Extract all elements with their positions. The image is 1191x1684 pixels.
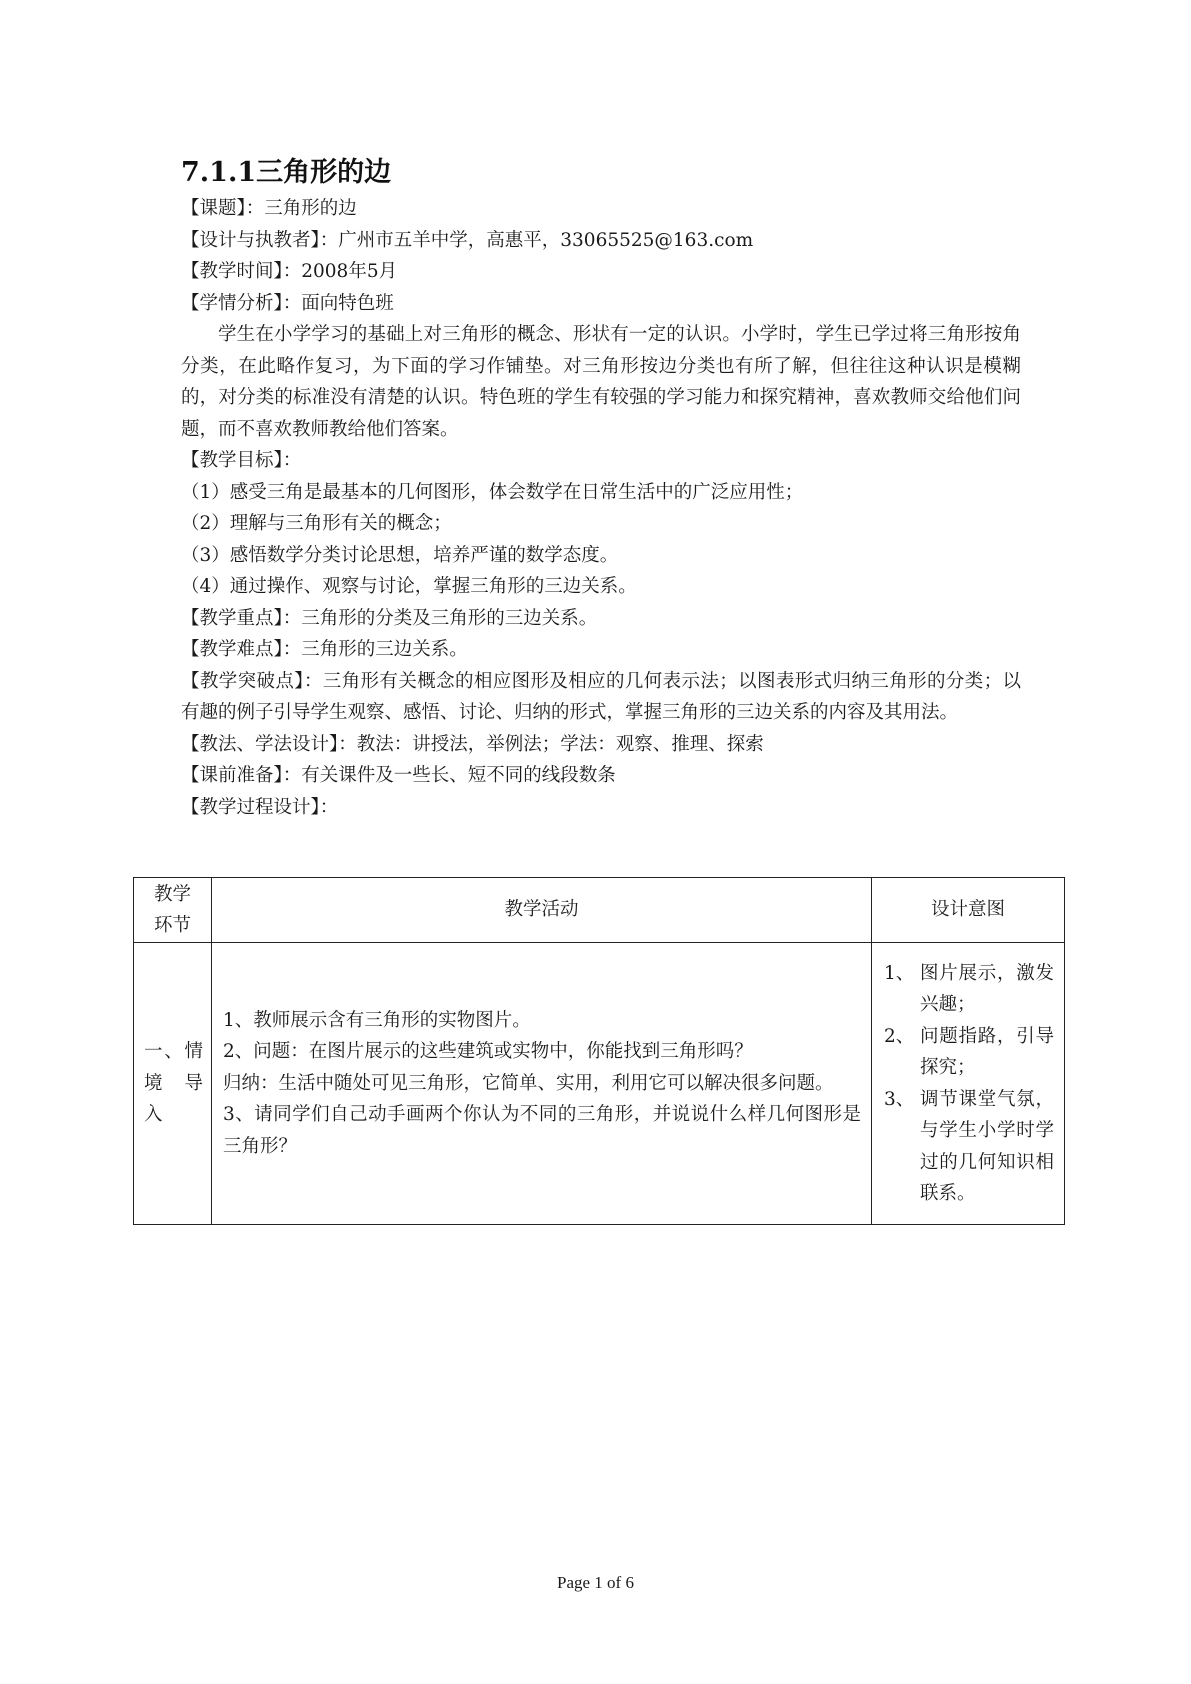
- process-heading: 【教学过程设计】：: [181, 796, 339, 818]
- topic-line: 【课题】：三角形的边: [181, 198, 357, 219]
- intent-item: [884, 1021, 1054, 1084]
- goal-item: （2）理解与三角形有关的概念；: [181, 513, 452, 534]
- header-stage: [134, 878, 212, 943]
- activity-line: 2、问题：在图片展示的这些建筑或实物中，你能找到三角形吗？: [223, 1041, 753, 1063]
- activity-line: 归纳：生活中随处可见三角形，它简单、实用，利用它可以解决很多问题。: [223, 1072, 834, 1094]
- activity-cell: [212, 943, 872, 1225]
- header-stage-line: 环节: [153, 915, 191, 936]
- goal-item: （1）感受三角是最基本的几何图形，体会数学在日常生活中的广泛应用性；: [181, 481, 804, 503]
- intent-number: 2、: [884, 1025, 915, 1047]
- methods-line: 【教法、学法设计】：教法：讲授法，举例法；学法：观察、推理、探索: [181, 733, 764, 755]
- analysis-line: 【学情分析】：面向特色班: [181, 292, 394, 314]
- activity-line: 1、教师展示含有三角形的实物图片。: [223, 1009, 531, 1031]
- lesson-process-table: [133, 877, 1065, 1225]
- header-stage-line: 教学: [153, 883, 191, 905]
- table-header-row: [134, 878, 1065, 943]
- author-line: 【设计与执教者】：广州市五羊中学，高惠平，33065525@163.com: [181, 229, 754, 251]
- intent-number: 3、: [884, 1088, 915, 1110]
- intent-cell: [872, 943, 1065, 1225]
- difficulty-line: 【教学难点】：三角形的三边关系。: [181, 639, 468, 660]
- stage-line: 一、情: [144, 1041, 203, 1063]
- intent-item: [884, 958, 1054, 1021]
- document-body: [181, 154, 1021, 823]
- preparation-line: 【课前准备】：有关课件及一些长、短不同的线段数条: [181, 765, 616, 786]
- stage-cell: [134, 943, 212, 1225]
- goal-item: （4）通过操作、观察与讨论，掌握三角形的三边关系。: [181, 576, 637, 597]
- goals-heading: 【教学目标】：: [181, 450, 302, 471]
- key-point-line: 【教学重点】：三角形的分类及三角形的三边关系。: [181, 607, 598, 629]
- breakthrough-paragraph: 【教学突破点】：三角形有关概念的相应图形及相应的几何表示法；以图表形式归纳三角形的分类；以有趣的例子引导学生观察、感悟、讨论、归纳的形式，掌握三角形的三边关系的内容及其用法。: [181, 670, 1021, 723]
- stage-line: 入: [144, 1104, 163, 1126]
- activity-line: 3、请同学们自己动手画两个你认为不同的三角形，并说说什么样几何图形是三角形？: [223, 1104, 861, 1157]
- analysis-paragraph: 学生在小学学习的基础上对三角形的概念、形状有一定的认识。小学时，学生已学过将三角形按角分类，在此略作复习，为下面的学习作铺垫。对三角形按边分类也有所了解，但往往这种认识是模糊的，对分类的标准没有清楚的认识。特色班的学生有较强的学习能力和探究精神，喜欢教师交给他们问题，而不喜欢教师教给他们答案。: [181, 324, 1021, 440]
- stage-line: 境导: [144, 1072, 203, 1094]
- table-row: [134, 943, 1065, 1225]
- intent-text: 问题指路，引导探究；: [920, 1025, 1054, 1078]
- intent-text: 图片展示，激发兴趣；: [920, 962, 1054, 1015]
- header-intent: 设计意图: [872, 878, 1065, 943]
- page-footer: Page 1 of 6: [557, 1573, 634, 1592]
- intent-item: [884, 1084, 1054, 1210]
- time-line: 【教学时间】：2008年5月: [181, 261, 398, 282]
- intent-number: 1、: [884, 962, 915, 984]
- intent-text: 调节课堂气氛，与学生小学时学过的几何知识相联系。: [920, 1088, 1054, 1204]
- header-activity: 教学活动: [212, 878, 872, 943]
- goal-item: （3）感悟数学分类讨论思想，培养严谨的数学态度。: [181, 544, 619, 566]
- document-title: 7.1.1三角形的边: [181, 157, 392, 188]
